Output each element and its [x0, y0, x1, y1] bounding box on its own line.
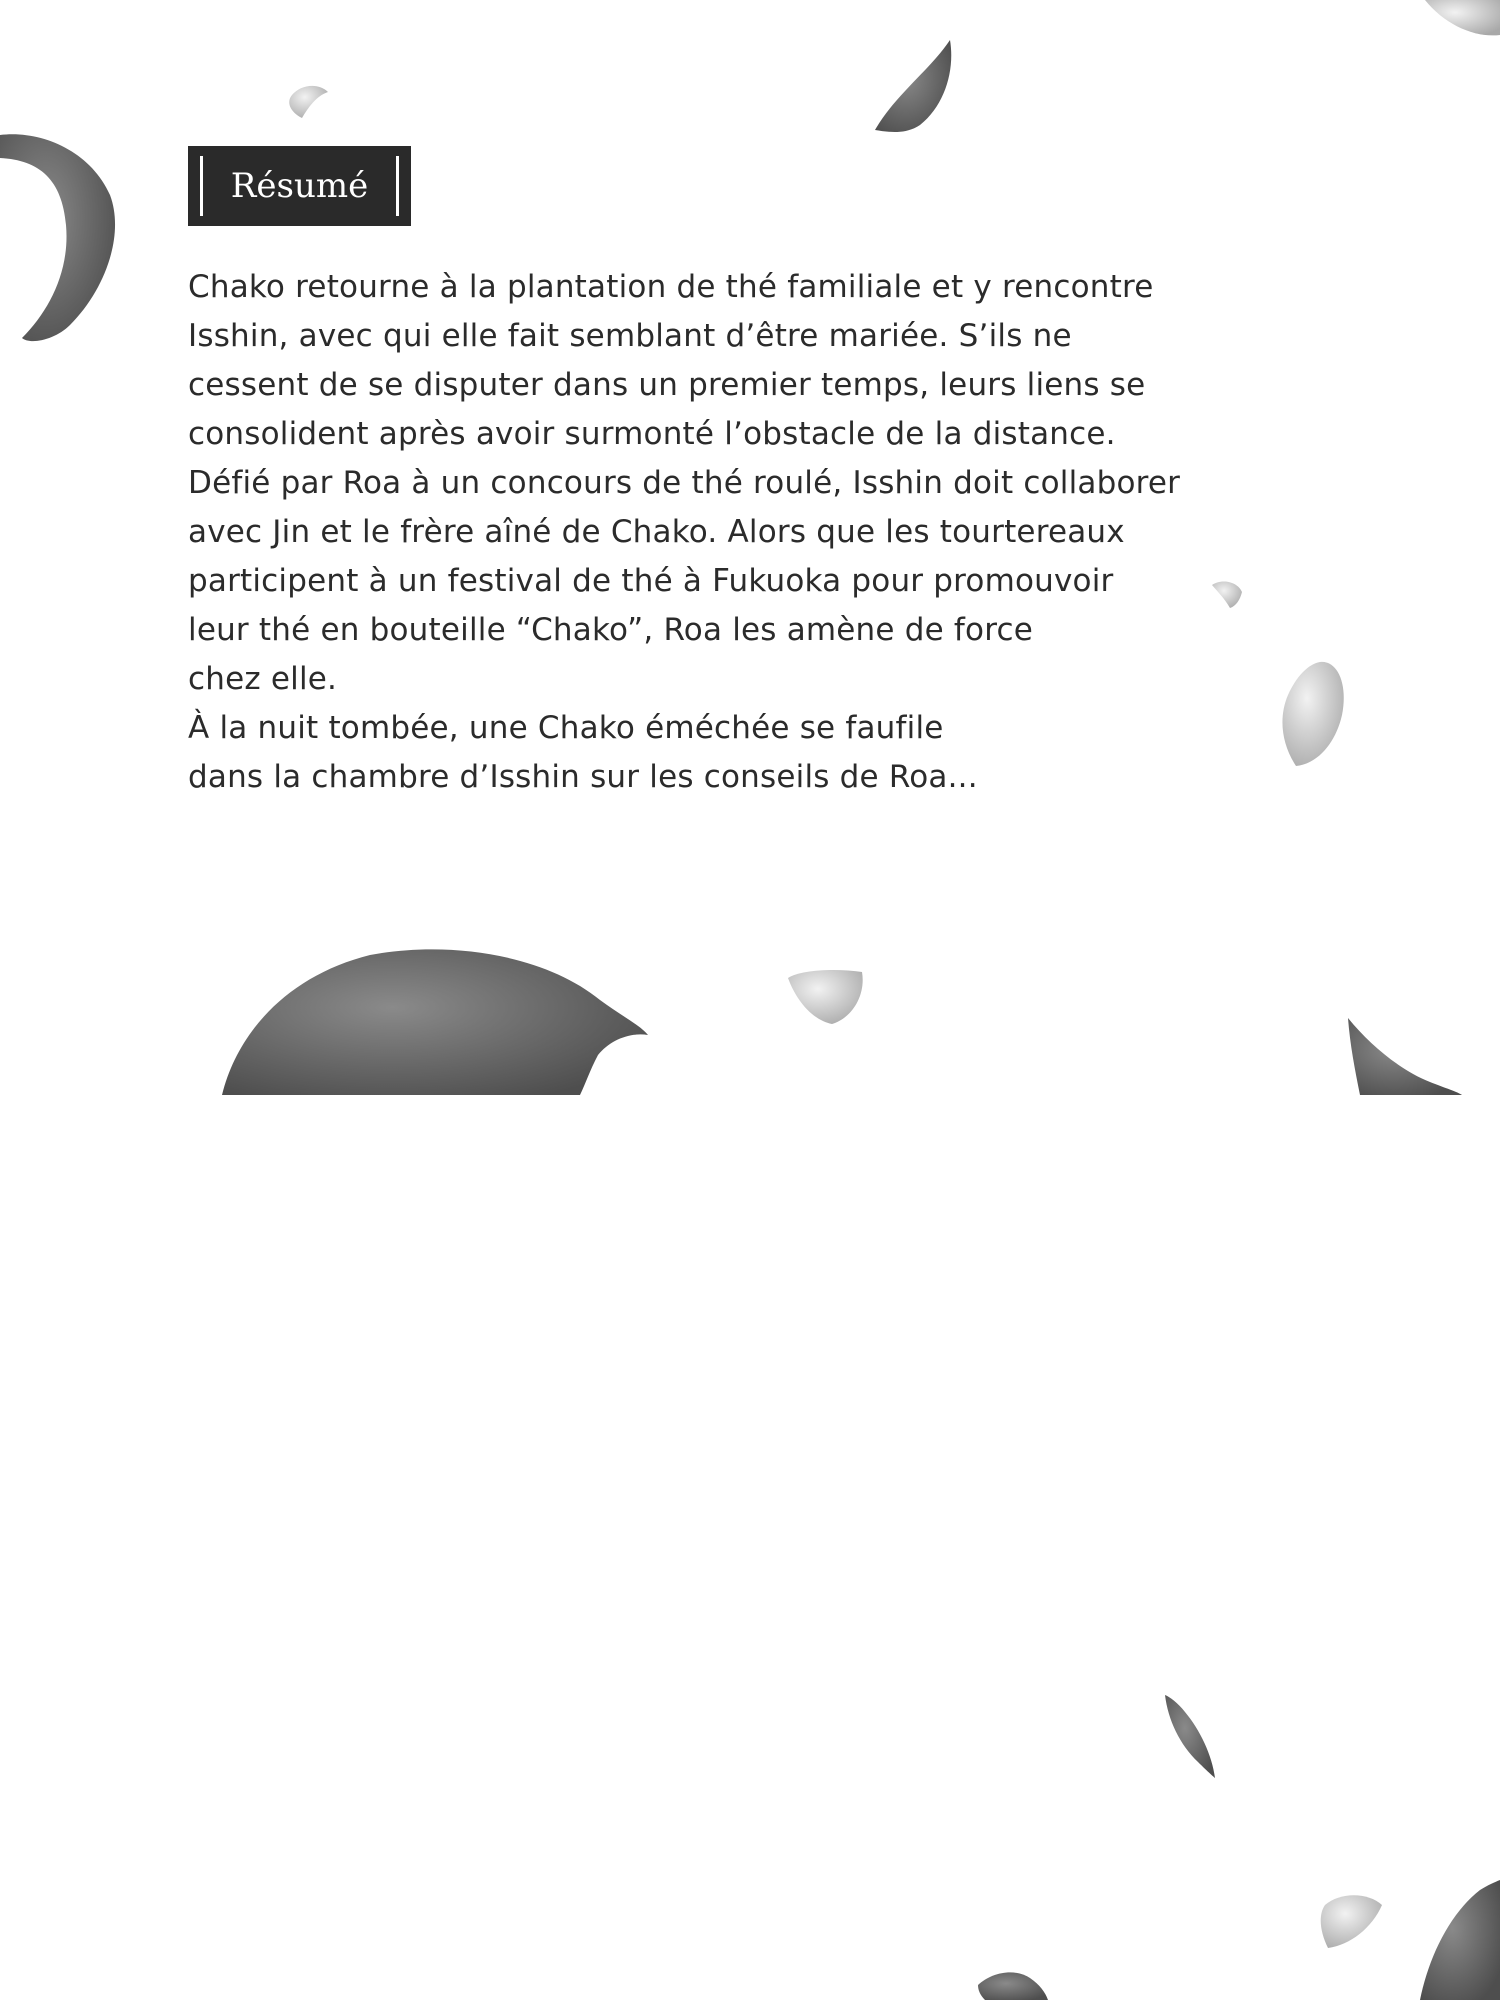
summary-line: dans la chambre d’Isshin sur les conseils de Roa...: [188, 759, 978, 795]
summary-heading-label: Résumé: [230, 166, 369, 206]
petal-icon: [1425, 0, 1500, 35]
summary-line: Défié par Roa à un concours de thé roulé, Isshin doit collaborer: [188, 465, 1181, 501]
leaf-icon: [1165, 1695, 1215, 1778]
summary-line: À la nuit tombée, une Chako éméchée se faufile: [188, 710, 944, 746]
leaf-icon: [0, 134, 115, 341]
leaf-icon: [222, 949, 648, 1095]
summary-line: avec Jin et le frère aîné de Chako. Alors que les tourtereaux: [188, 514, 1125, 550]
leaf-icon: [1348, 1018, 1462, 1095]
petal-icon: [289, 86, 328, 118]
summary-line: Chako retourne à la plantation de thé familiale et y rencontre: [188, 269, 1154, 305]
leaf-icon: [1420, 1880, 1500, 2000]
summary-line: cessent de se disputer dans un premier temps, leurs liens se: [188, 367, 1146, 403]
summary-line: chez elle.: [188, 661, 338, 697]
summary-text: [188, 263, 1308, 802]
summary-line: leur thé en bouteille “Chako”, Roa les amène de force: [188, 612, 1033, 648]
leaf-icon: [978, 1972, 1048, 2000]
leaf-icon: [875, 40, 951, 132]
summary-line: participent à un festival de thé à Fukuoka pour promouvoir: [188, 563, 1114, 599]
summary-line: Isshin, avec qui elle fait semblant d’être mariée. S’ils ne: [188, 318, 1072, 354]
summary-heading: [188, 146, 411, 226]
petal-icon: [1321, 1895, 1382, 1948]
heading-right-bar: [396, 156, 399, 216]
summary-line: consolident après avoir surmonté l’obstacle de la distance.: [188, 416, 1116, 452]
petal-icon: [788, 970, 863, 1024]
